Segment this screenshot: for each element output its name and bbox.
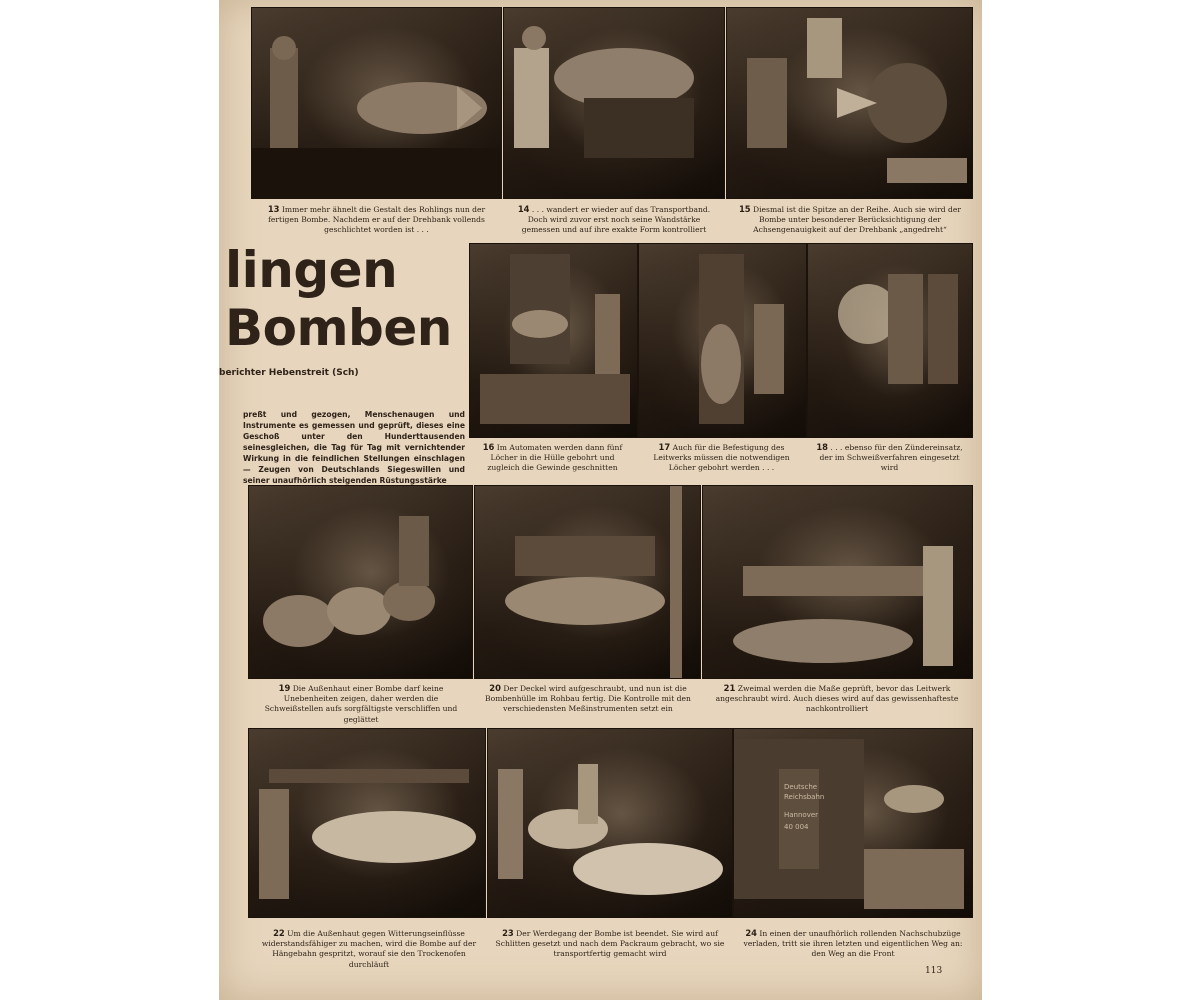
photo-18 <box>807 243 973 438</box>
caption-number: 19 <box>278 683 291 693</box>
intro-text: preßt und gezogen, Menschenaugen und Instrumente es gemessen und geprüft, dieses eine Geschoß unter den Hunderttausenden seinesgleichen, die Tag für Tag mit vernichtender Wirkung in die feindlichen Stellungen einschlagen — Zeugen von Deutschlands Siegeswillen und seiner unaufhörlich steigenden Rüstungsstärke <box>243 410 465 485</box>
caption-number: 24 <box>745 928 757 938</box>
caption-text: In einen der unaufhörlich rollenden Nachschubzüge verladen, tritt sie ihren letzten und eigentlichen Weg an: den Weg an die Front <box>743 929 963 959</box>
caption-18 <box>812 442 967 474</box>
caption-20 <box>481 683 695 715</box>
wagon-lettering: Deutsche <box>784 783 818 791</box>
page-number: 113 <box>925 966 943 976</box>
caption-text: Der Deckel wird aufgeschraubt, und nun ist die Bombenhülle im Rohbau fertig. Die Kontrolle mit den verschiedensten Meßinstrumenten setzt ein <box>485 684 691 714</box>
caption-text: Um die Außenhaut gegen Witterungseinflüsse widerstandsfähiger zu machen, wird die Bombe auf der Hängebahn gespritzt, worauf sie den Trockenofen durchläuft <box>261 929 477 969</box>
caption-number: 21 <box>723 683 736 693</box>
caption-text: Die Außenhaut einer Bombe darf keine Unebenheiten zeigen, daher werden die Schweißstellen aufs sorgfältigste verschliffen und geglättet <box>264 684 458 724</box>
headline-line-2: Bomben <box>225 299 452 357</box>
headline-line-1: lingen <box>225 241 398 299</box>
caption-text: Diesmal ist die Spitze an der Reihe. Auch sie wird der Bombe unter besonderer Berücksichtigung der Achsengenauigkeit auf der Drehbank „angedreht“ <box>753 205 962 235</box>
photo-22 <box>248 728 486 918</box>
wagon-lettering: Hannover <box>784 811 819 819</box>
caption-text: Der Werdegang der Bombe ist beendet. Sie wird auf Schlitten gesetzt und nach dem Packraum gebracht, wo sie transportfertig gemacht wird <box>495 929 725 959</box>
caption-number: 17 <box>658 442 671 452</box>
caption-text: . . . wandert er wieder auf das Transportband. Doch wird zuvor erst noch seine Wandstärke gemessen und auf ihre exakte Form kontrolliert <box>521 205 711 235</box>
caption-23 <box>493 928 727 960</box>
byline: berichter Hebenstreit (Sch) <box>219 368 359 378</box>
wagon-lettering: Reichsbahn <box>784 793 825 801</box>
caption-number: 23 <box>502 928 514 938</box>
photo-24 <box>733 728 973 918</box>
caption-text: Zweimal werden die Maße geprüft, bevor das Leitwerk angeschraubt wird. Auch dieses wird auf das gewissenhafteste nachkontrolliert <box>715 684 959 714</box>
photo-15 <box>726 7 973 199</box>
caption-21 <box>709 683 965 715</box>
photo-21 <box>702 485 973 679</box>
caption-number: 20 <box>489 683 501 693</box>
caption-13 <box>259 204 494 236</box>
caption-text: Im Automaten werden dann fünf Löcher in die Hülle gebohrt und zugleich die Gewinde geschnitten <box>487 443 623 473</box>
caption-number: 22 <box>273 928 285 938</box>
photo-16 <box>469 243 638 438</box>
caption-19 <box>255 683 467 725</box>
caption-number: 13 <box>267 204 280 214</box>
caption-number: 14 <box>517 204 530 214</box>
photo-14 <box>503 7 725 199</box>
caption-15 <box>734 204 966 236</box>
photo-17 <box>638 243 807 438</box>
caption-number: 15 <box>738 204 751 214</box>
caption-24 <box>738 928 968 960</box>
caption-text: Auch für die Befestigung des Leitwerks müssen die notwendigen Löcher gebohrt werden . . . <box>653 443 790 473</box>
caption-16 <box>474 442 631 474</box>
caption-14 <box>509 204 719 236</box>
caption-17 <box>643 442 800 474</box>
caption-number: 16 <box>482 442 495 452</box>
magazine-page <box>219 0 982 1000</box>
photo-20 <box>474 485 701 679</box>
caption-number: 18 <box>816 442 828 452</box>
caption-22 <box>253 928 485 970</box>
wagon-lettering: 40 004 <box>784 823 809 831</box>
caption-text: . . . ebenso für den Zündereinsatz, der im Schweißverfahren eingesetzt wird <box>819 443 963 473</box>
photo-13 <box>251 7 502 199</box>
photo-23 <box>487 728 733 918</box>
caption-text: Immer mehr ähnelt die Gestalt des Rohlings nun der fertigen Bombe. Nachdem er auf der Drehbank vollends geschlichtet worden ist . . . <box>268 205 486 235</box>
photo-19 <box>248 485 473 679</box>
